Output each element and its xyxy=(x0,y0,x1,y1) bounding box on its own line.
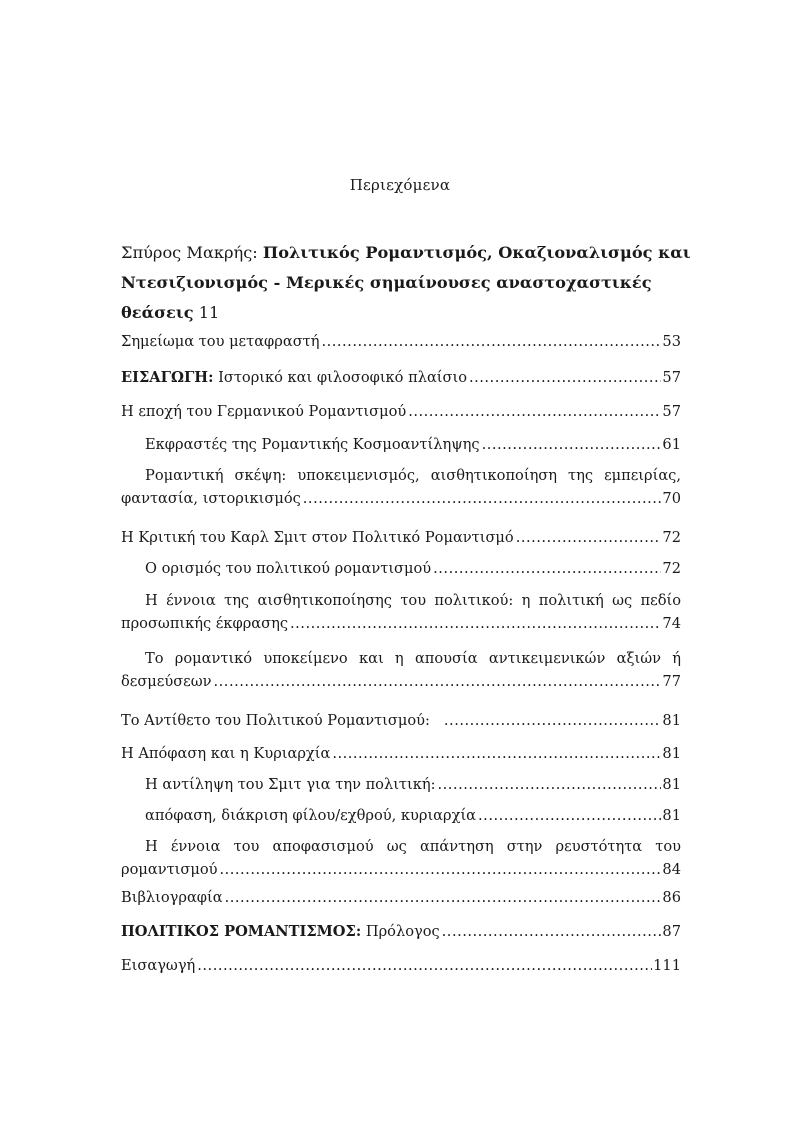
toc-entry xyxy=(121,954,681,977)
toc-entry xyxy=(121,647,681,693)
page-title: Περιεχόμενα xyxy=(349,176,451,194)
toc-page-number: 81 xyxy=(662,807,681,824)
intro-entry xyxy=(121,238,691,328)
toc-entry-label: Η Κριτική του Καρλ Σμιτ στον Πολιτικό Ρομαντισμό xyxy=(121,529,514,546)
toc-entry-heading: ΕΙΣΑΓΩΓΗ: xyxy=(121,369,214,386)
toc-entry-label: Το Αντίθετο του Πολιτικού Ρομαντισμού: xyxy=(121,712,430,729)
toc-dot-leader xyxy=(303,487,662,510)
toc-entry xyxy=(121,589,681,635)
toc-page-number: 111 xyxy=(653,957,681,974)
toc-entry xyxy=(121,330,681,353)
toc-entry xyxy=(121,464,681,510)
toc-dot-leader xyxy=(197,954,652,977)
toc-entry-label: Εκφραστές της Ρομαντικής Κοσμοαντίληψης xyxy=(145,436,480,453)
toc-page-number: 61 xyxy=(662,436,681,453)
toc-dot-leader xyxy=(332,742,661,765)
toc-entry-label: Βιβλιογραφία xyxy=(121,889,223,906)
toc-dot-leader xyxy=(225,886,662,909)
toc-entry xyxy=(121,366,681,389)
toc-page-number: 77 xyxy=(662,673,681,690)
toc-entry-label: Ο ορισμός του πολιτικού ρομαντισμού xyxy=(145,560,432,577)
toc-dot-leader xyxy=(438,773,662,796)
toc-entry xyxy=(121,886,681,909)
toc-dot-leader xyxy=(482,433,662,456)
toc-entry-label-continued: φαντασία, ιστορικισμός xyxy=(121,490,301,507)
toc-dot-leader xyxy=(442,920,662,943)
toc-entry-label: Εισαγωγή xyxy=(121,957,196,974)
toc-entry-label: Η αντίληψη του Σμιτ για την πολιτική: xyxy=(145,776,436,793)
toc-entry-label: Η εποχή του Γερμανικού Ρομαντισμού xyxy=(121,403,407,420)
toc-page-number: 57 xyxy=(662,369,681,386)
toc-entry xyxy=(145,557,681,580)
toc-page-number: 81 xyxy=(662,712,681,729)
toc-dot-leader xyxy=(433,557,661,580)
toc-entry-label: Ιστορικό και φιλοσοφικό πλαίσιο xyxy=(213,369,467,386)
toc-entry xyxy=(145,433,681,456)
toc-page-number: 72 xyxy=(662,529,681,546)
toc-dot-leader xyxy=(516,526,662,549)
toc-entry-label: Η Απόφαση και η Κυριαρχία xyxy=(121,745,331,762)
toc-entry xyxy=(121,526,681,549)
toc-page-number: 53 xyxy=(662,333,681,350)
toc-entry-label-continued: προσωπικής έκφρασης xyxy=(121,615,289,632)
toc-page-number: 81 xyxy=(662,745,681,762)
toc-entry-label: απόφαση, διάκριση φίλου/εχθρού, κυριαρχία xyxy=(145,807,477,824)
toc-page-number: 70 xyxy=(662,490,681,507)
toc-entry xyxy=(121,709,681,732)
toc-page-number: 72 xyxy=(662,560,681,577)
toc-entry-label: Ρομαντική σκέψη: υποκειμενισμός, αισθητικοποίηση της εμπειρίας, xyxy=(145,467,681,484)
toc-entry-label: Πρόλογος xyxy=(361,923,440,940)
toc-dot-leader xyxy=(321,330,661,353)
toc-entry-label-continued: δεσμεύσεων xyxy=(121,673,212,690)
toc-dot-leader xyxy=(469,366,661,389)
toc-entry-label: Η έννοια της αισθητικοποίησης του πολιτικού: η πολιτική ως πεδίο xyxy=(145,592,681,609)
toc-entry-label-continued: ρομαντισμού xyxy=(121,861,218,878)
toc-entry-label: Η έννοια του αποφασισμού ως απάντηση στην ρευστότητα του xyxy=(145,838,681,855)
toc-entry-label: Το ρομαντικό υποκείμενο και η απουσία αντικειμενικών αξιών ή xyxy=(145,650,681,667)
toc-page-number: 57 xyxy=(662,403,681,420)
toc-dot-leader xyxy=(408,400,661,423)
toc-page-number: 74 xyxy=(662,615,681,632)
toc-entry xyxy=(121,920,681,943)
toc-entry xyxy=(121,835,681,881)
intro-page-number: 11 xyxy=(198,303,220,322)
toc-entry xyxy=(121,400,681,423)
toc-page-number: 86 xyxy=(662,889,681,906)
toc-entry xyxy=(145,773,681,796)
intro-title: Πολιτικός Ρομαντισμός, Οκαζιοναλισμός και Ντεσιζιονισμός - Μερικές σημαίνουσες αναστοχαστικές θεάσεις xyxy=(121,243,691,322)
toc-entry xyxy=(145,804,681,827)
toc-dot-leader xyxy=(219,858,661,881)
toc-entry-label: Σημείωμα του μεταφραστή xyxy=(121,333,320,350)
toc-page-number: 87 xyxy=(662,923,681,940)
intro-author: Σπύρος Μακρής: xyxy=(121,243,263,262)
toc-page-number: 81 xyxy=(662,776,681,793)
toc-page-number: 84 xyxy=(662,861,681,878)
toc-entry xyxy=(121,742,681,765)
toc-dot-leader xyxy=(444,709,662,732)
toc-dot-leader xyxy=(214,670,662,693)
toc-dot-leader xyxy=(290,612,661,635)
toc-entry-heading: ΠΟΛΙΤΙΚΟΣ ΡΟΜΑΝΤΙΣΜΟΣ: xyxy=(121,923,362,940)
toc-dot-leader xyxy=(478,804,661,827)
